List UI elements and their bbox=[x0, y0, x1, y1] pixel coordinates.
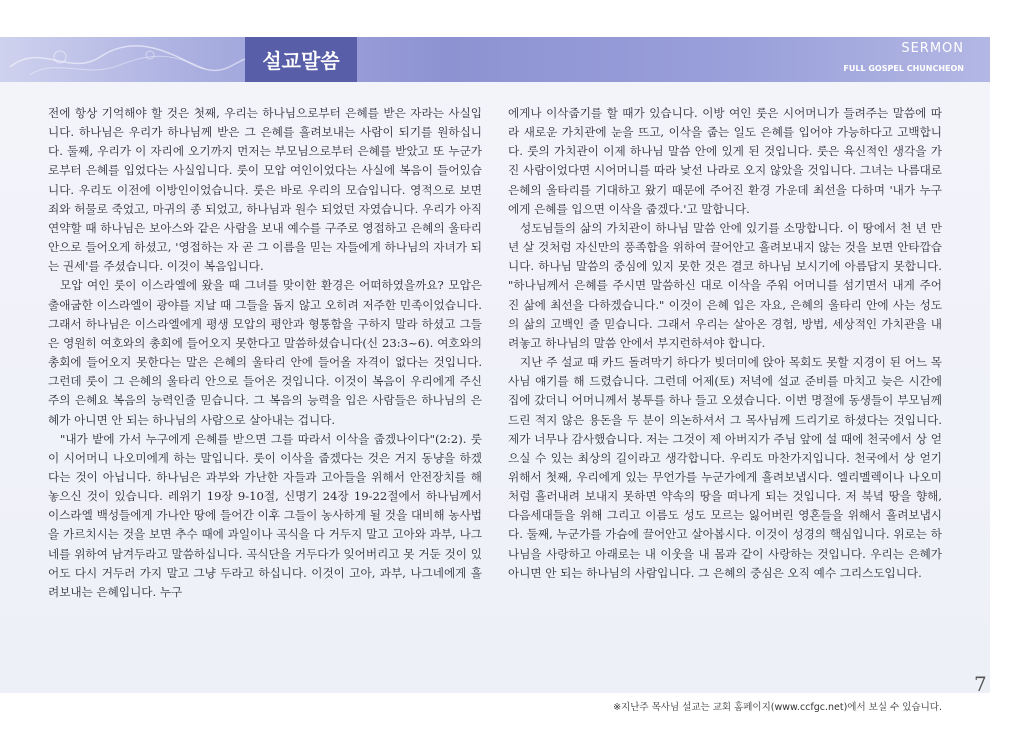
footer-note: ※지난주 목사님 설교는 교회 홈페이지(www.ccfgc.net)에서 보실 수 있습니다. bbox=[613, 702, 942, 713]
church-name: FULL GOSPEL CHUNCHEON bbox=[843, 64, 964, 73]
section-label: SERMON bbox=[901, 41, 964, 56]
paragraph: 지난 주 설교 때 카드 돌려막기 하다가 빚더미에 앉아 목회도 못할 지경이 된 어느 목사님 얘기를 해 드렸습니다. 그런데 어제(토) 저녁에 설교 준비를 마치고 늦은 시간에 집에 갔더니 어머니께서 봉투를 하나 들고 오셨습니다. 이번 명절에 동생들이 부모님께 드린 적지 않은 용돈을 두 분이 의논하셔서 그 목사님께 드리기로 하셨다는 것입니다. 제가 너무나 감사했습니다. 저는 그것이 제 아버지가 주님 앞에 설 때에 천국에서 상 얻으실 수 있는 최상의 길이라고 생각합니다. 우리도 마찬가지입니다. 천국에서 상 얻기 위해서 첫째, 우리에게 있는 무언가를 누군가에게 흘려보냅시다. 엘리멜렉이나 나오미처럼 흘러내려 보내지 못하면 약속의 땅을 떠나게 되는 것입니다. 저 북녘 땅을 향해, 다음세대들을 위해 그리고 이름도 성도 모르는 잃어버린 영혼들을 위해서 흘려보냅시다. 둘째, 누군가를 가슴에 끌어안고 살아봅시다. 이것이 성경의 핵심입니다. 위로는 하나님을 사랑하고 아래로는 내 이웃을 내 몸과 같이 사랑하는 것입니다. 우리는 은혜가 아니면 안 되는 하나님의 사람입니다. 그 은혜의 중심은 오직 예수 그리스도입니다. bbox=[508, 355, 942, 580]
page-title: 설교말씀 bbox=[262, 49, 340, 73]
page-edge bbox=[990, 37, 1024, 693]
paragraph: 전에 항상 기억해야 할 것은 첫째, 우리는 하나님으로부터 은혜를 받은 자라는 사실입니다. 하나님은 우리가 하나님께 받은 그 은혜를 흘려보내는 사람이 되기를 원하십니다. 둘째, 우리가 이 자리에 오기까지 먼저는 부모님으로부터 은혜를 받았고 또 누군가로부터 은혜를 입었다는 사실입니다. 룻이 모압 여인이었다는 사실에 복음이 들어있습니다. 우리도 이전에 이방인이었습니다. 룻은 바로 우리의 모습입니다. 영적으로 보면 죄와 허물로 죽었고, 마귀의 종 되었고, 하나님과 원수 되었던 자였습니다. 우리가 아직 연약할 때 하나님은 보아스와 같은 사람을 보내 예수를 구주로 영접하고 은혜의 울타리 안으로 들어오게 하셨고, '영접하는 자 곧 그 이름을 믿는 자들에게 하나님의 자녀가 되는 권세'를 주셨습니다. 이것이 복음입니다. bbox=[48, 106, 482, 274]
ornament-swirl-icon bbox=[0, 37, 245, 82]
left-column bbox=[48, 104, 482, 602]
paragraph: "내가 밭에 가서 누구에게 은혜를 받으면 그를 따라서 이삭을 줍겠나이다"(2:2). 룻이 시어머니 나오미에게 하는 말입니다. 룻이 이삭을 줍겠다는 것은 거지 동냥을 하겠다는 것이 아닙니다. 하나님은 과부와 가난한 자들과 고아들을 위해서 안전장치를 해 놓으신 것이 있습니다. 레위기 19장 9-10절, 신명기 24장 19-22절에서 하나님께서 이스라엘 백성들에게 가나안 땅에 들어간 이후 그들이 농사하게 될 것을 대비해 농사법을 가르치시는 것을 보면 추수 때에 과일이나 곡식을 다 거두지 말고 고아와 과부, 나그네를 위하여 남겨두라고 말씀하십니다. 곡식단을 거두다가 잊어버리고 못 거둔 것이 있어도 다시 거두러 가지 말고 그냥 두라고 하십니다. 이것이 고아, 과부, 나그네에게 흘려보내는 은혜입니다. 누구 bbox=[48, 431, 482, 599]
right-column bbox=[508, 104, 942, 583]
paragraph: 모압 여인 룻이 이스라엘에 왔을 때 그녀를 맞이한 환경은 어떠하였을까요? 모압은 출애굽한 이스라엘이 광야를 지날 때 그들을 돕지 않고 오히려 저주한 민족이었습니다. 그래서 하나님은 이스라엘에게 평생 모압의 평안과 형통함을 구하지 말라 하셨고 그들은 영원히 여호와의 총회에 들어오지 못한다고 말씀하셨습니다(신 23:3~6). 여호와의 총회에 들어오지 못한다는 말은 은혜의 울타리 안에 들어올 자격이 없다는 것입니다. 그런데 룻이 그 은혜의 울타리 안으로 들어온 것입니다. 이것이 복음이 우리에게 주신 주의 은혜요 복음의 능력인줄 믿습니다. 그 복음의 능력을 입은 사람들은 하나님의 은혜가 아니면 안 되는 하나님의 사람으로 살아내는 겁니다. bbox=[48, 278, 482, 427]
title-box bbox=[245, 37, 357, 82]
paragraph: 에게나 이삭줍기를 할 때가 있습니다. 이방 여인 룻은 시어머니가 들려주는 말씀에 따라 새로운 가치관에 눈을 뜨고, 이삭을 줍는 일도 은혜를 입어야 가능하다고 고백합니다. 룻의 가치관이 이제 하나님 말씀 안에 있게 된 것입니다. 룻은 육신적인 생각을 가진 사람이었다면 시어머니를 따라 낯선 나라로 오지 않았을 것입니다. 그녀는 나름대로 은혜의 울타리를 기대하고 왔기 때문에 주어진 환경 가운데 최선을 다하며 '내가 누구에게 은혜를 입으면 이삭을 줍겠다.'고 말합니다. bbox=[508, 106, 942, 216]
paragraph: 성도님들의 삶의 가치관이 하나님 말씀 안에 있기를 소망합니다. 이 땅에서 천 년 만 년 살 것처럼 자신만의 풍족함을 위하여 끌어안고 흘려보내지 않는 것을 보면 안타깝습니다. 하나님 말씀의 중심에 있지 못한 것은 결코 하나님 보시기에 아름답지 못합니다. "하나님께서 은혜를 주시면 말씀하신 대로 이삭을 주워 어머니를 섬기면서 내게 주어진 삶에 최선을 다하겠습니다." 이것이 은혜 입은 자요, 은혜의 울타리 안에 사는 성도의 삶의 고백인 줄 믿습니다. 그래서 우리는 살아온 경험, 방법, 세상적인 가치관을 내려놓고 하나님의 말씀 안에서 부지런하셔야 합니다. bbox=[508, 220, 942, 350]
page-number: 7 bbox=[974, 672, 987, 696]
